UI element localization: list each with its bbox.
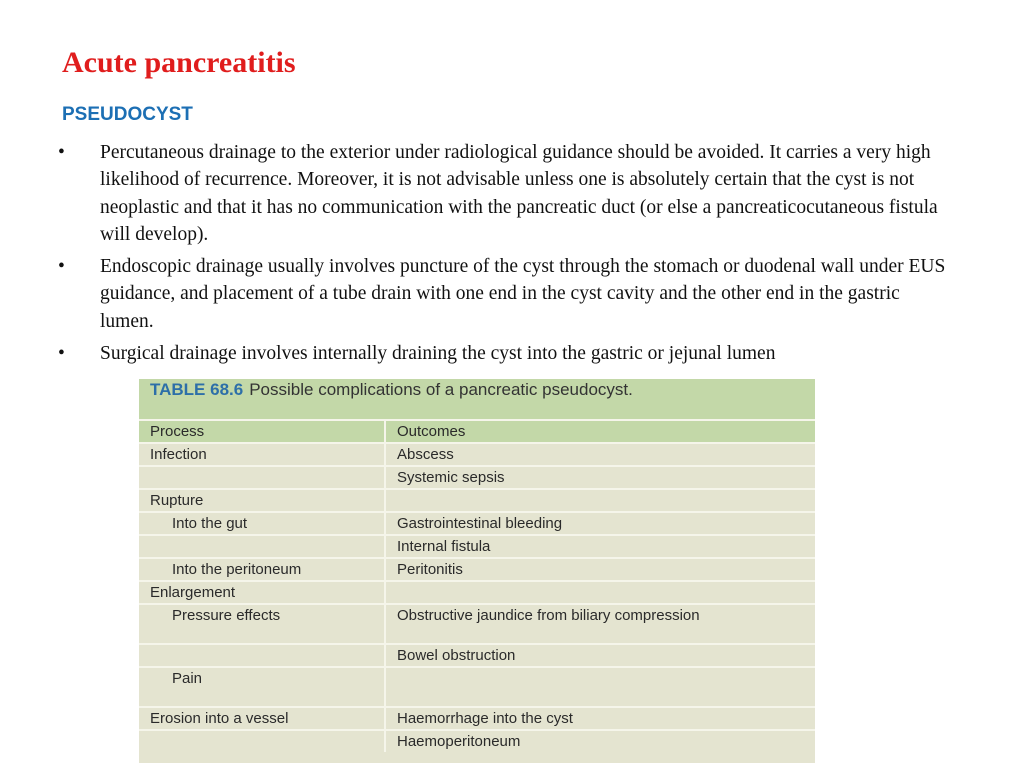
outcome-cell: Peritonitis [385, 558, 815, 581]
outcome-cell [385, 581, 815, 604]
outcome-cell: Haemorrhage into the cyst [385, 707, 815, 730]
process-cell: Into the peritoneum [139, 558, 385, 581]
column-header-outcomes: Outcomes [385, 420, 815, 443]
outcome-cell: Obstructive jaundice from biliary compression [385, 604, 815, 644]
table-row [139, 535, 815, 558]
process-cell [139, 466, 385, 489]
bullet-item [58, 253, 958, 335]
process-cell: Pain [139, 667, 385, 707]
complications-table [139, 419, 815, 752]
bullet-dot: • [58, 256, 65, 278]
outcome-cell [385, 667, 815, 707]
bullet-dot: • [58, 142, 65, 163]
complications-table-figure [139, 379, 815, 763]
table-row [139, 466, 815, 489]
bullet-item [58, 340, 958, 367]
process-cell [139, 730, 385, 752]
table-row [139, 512, 815, 535]
slide-title: Acute pancreatitis [62, 46, 296, 79]
table-row [139, 489, 815, 512]
process-cell: Into the gut [139, 512, 385, 535]
outcome-cell: Systemic sepsis [385, 466, 815, 489]
bullet-text: Percutaneous drainage to the exterior under radiological guidance should be avoided. It carries a very high likelihood of recurrence. Moreover, it is not advisable unless one is absolutely certain that the cyst is not neoplastic and that it has no communication with the pancreatic duct (or else a pancreaticocutaneous fistula will develop). [100, 142, 938, 245]
bullet-text: Surgical drainage involves internally draining the cyst into the gastric or jejunal lumen [100, 343, 776, 365]
process-cell: Enlargement [139, 581, 385, 604]
table-number: TABLE 68.6 [150, 380, 244, 399]
table-row [139, 443, 815, 466]
process-cell: Infection [139, 443, 385, 466]
outcome-cell: Abscess [385, 443, 815, 466]
table-row [139, 558, 815, 581]
table-row [139, 730, 815, 752]
process-cell: Erosion into a vessel [139, 707, 385, 730]
table-row [139, 581, 815, 604]
outcome-cell: Gastrointestinal bleeding [385, 512, 815, 535]
table-caption [139, 379, 815, 419]
process-cell: Rupture [139, 489, 385, 512]
column-header-process: Process [139, 420, 385, 443]
outcome-cell: Bowel obstruction [385, 644, 815, 667]
table-header-row [139, 420, 815, 443]
bullet-list [58, 139, 958, 372]
section-subtitle: PSEUDOCYST [62, 104, 193, 125]
bullet-dot: • [58, 343, 65, 365]
table-row [139, 604, 815, 644]
bullet-item [58, 139, 958, 248]
process-cell [139, 535, 385, 558]
outcome-cell: Haemoperitoneum [385, 730, 815, 752]
table-row [139, 644, 815, 667]
table-row [139, 667, 815, 707]
outcome-cell [385, 489, 815, 512]
table-caption-text: Possible complications of a pancreatic pseudocyst. [249, 380, 633, 399]
process-cell [139, 644, 385, 667]
outcome-cell: Internal fistula [385, 535, 815, 558]
table-row [139, 707, 815, 730]
process-cell: Pressure effects [139, 604, 385, 644]
bullet-text: Endoscopic drainage usually involves puncture of the cyst through the stomach or duodenal wall under EUS guidance, and placement of a tube drain with one end in the cyst cavity and the other end in the gastric lumen. [100, 256, 946, 332]
